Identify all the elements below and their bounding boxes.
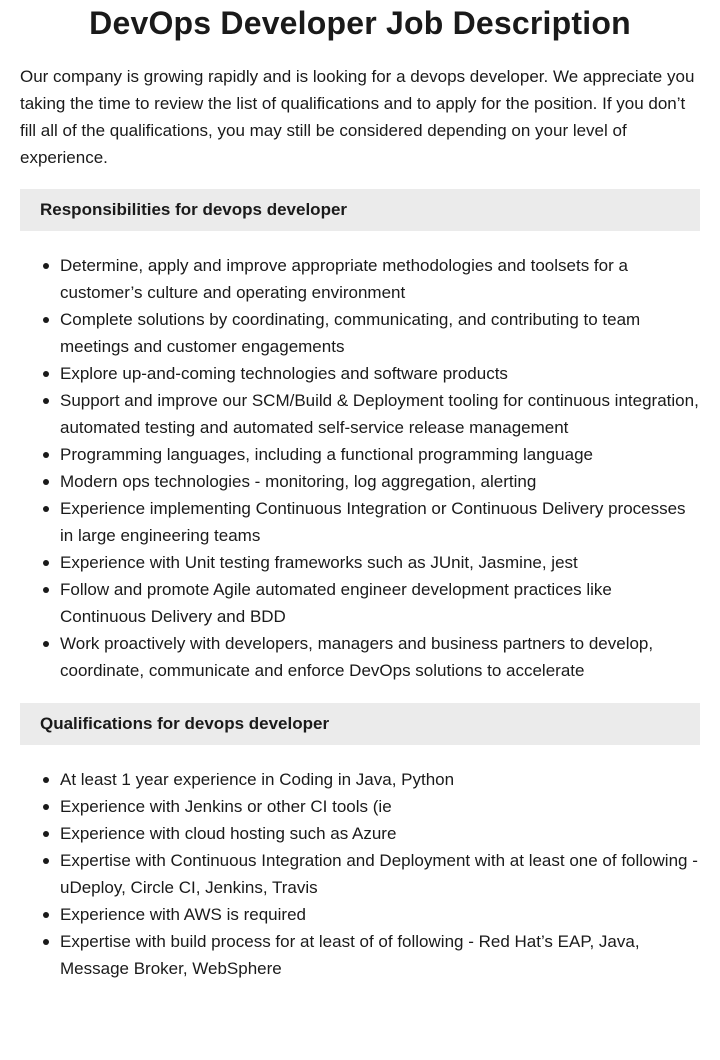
list-item: Follow and promote Agile automated engineer development practices like Continuous Delivery and BDD <box>60 576 700 630</box>
list-item: Explore up-and-coming technologies and software products <box>60 360 700 387</box>
list-item: Determine, apply and improve appropriate methodologies and toolsets for a customer’s culture and operating environment <box>60 252 700 306</box>
job-description-page <box>0 3 720 982</box>
intro-paragraph: Our company is growing rapidly and is looking for a devops developer. We appreciate you taking the time to review the list of qualifications and to apply for the position. If you don’t fill all of the qualifications, you may still be considered depending on your level of experience. <box>20 67 695 167</box>
list-item: Work proactively with developers, managers and business partners to develop, coordinate, communicate and enforce DevOps solutions to accelerate <box>60 630 700 684</box>
list-item: Programming languages, including a functional programming language <box>60 441 700 468</box>
list-item: Experience with AWS is required <box>60 901 700 928</box>
list-item: Support and improve our SCM/Build & Deployment tooling for continuous integration, automated testing and automated self-service release management <box>60 387 700 441</box>
list-item: Complete solutions by coordinating, communicating, and contributing to team meetings and customer engagements <box>60 306 700 360</box>
list-item: Experience with cloud hosting such as Azure <box>60 820 700 847</box>
list-item: At least 1 year experience in Coding in Java, Python <box>60 766 700 793</box>
qualifications-heading: Qualifications for devops developer <box>20 703 700 745</box>
list-item: Modern ops technologies - monitoring, log aggregation, alerting <box>60 468 700 495</box>
list-item: Expertise with Continuous Integration and Deployment with at least one of following - uDeploy, Circle CI, Jenkins, Travis <box>60 847 700 901</box>
list-item: Expertise with build process for at least of of following - Red Hat’s EAP, Java, Message Broker, WebSphere <box>60 928 700 982</box>
list-item: Experience with Unit testing frameworks such as JUnit, Jasmine, jest <box>60 549 700 576</box>
list-item: Experience with Jenkins or other CI tools (ie <box>60 793 700 820</box>
responsibilities-heading: Responsibilities for devops developer <box>20 189 700 231</box>
responsibilities-list <box>20 252 700 684</box>
page-title: DevOps Developer Job Description <box>89 5 631 41</box>
list-item: Experience implementing Continuous Integration or Continuous Delivery processes in large engineering teams <box>60 495 700 549</box>
qualifications-list <box>20 766 700 982</box>
